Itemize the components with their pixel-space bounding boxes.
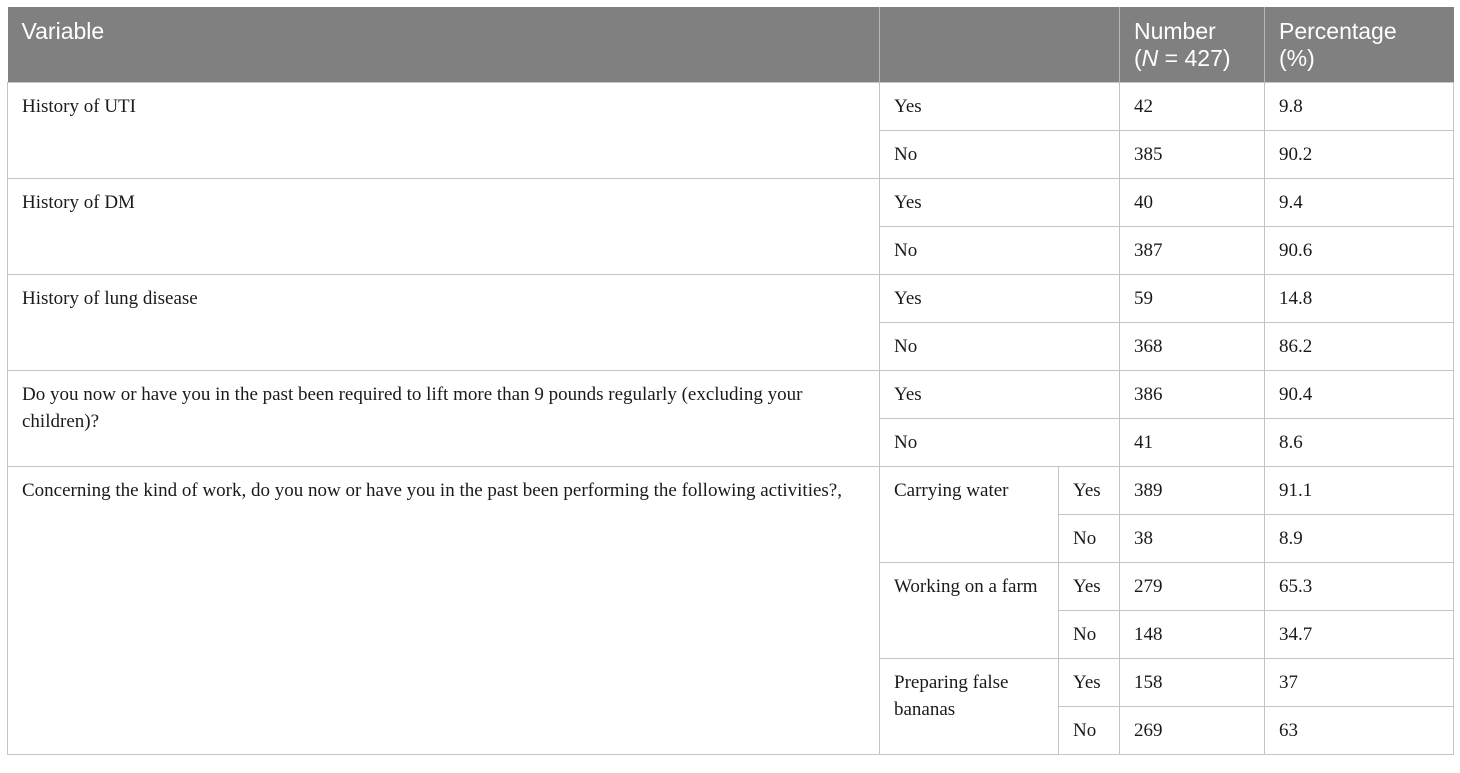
table-row: [8, 275, 1454, 323]
percentage-cell: 90.2: [1265, 131, 1454, 179]
category-cell: No: [880, 227, 1120, 275]
variable-label: Concerning the kind of work, do you now or have you in the past been performing the following activities?,: [8, 467, 880, 755]
activity-label: Preparing false bananas: [880, 659, 1059, 755]
header-number-label: Number: [1134, 18, 1216, 44]
category-cell: No: [880, 419, 1120, 467]
number-cell: 38: [1120, 515, 1265, 563]
percentage-cell: 9.8: [1265, 83, 1454, 131]
percentage-cell: 65.3: [1265, 563, 1454, 611]
number-cell: 158: [1120, 659, 1265, 707]
category-cell: No: [880, 323, 1120, 371]
category-cell: Yes: [880, 83, 1120, 131]
number-cell: 42: [1120, 83, 1265, 131]
percentage-cell: 63: [1265, 707, 1454, 755]
number-cell: 387: [1120, 227, 1265, 275]
number-cell: 389: [1120, 467, 1265, 515]
number-cell: 368: [1120, 323, 1265, 371]
table-row: [8, 83, 1454, 131]
variable-label: History of UTI: [8, 83, 880, 179]
variable-label: History of DM: [8, 179, 880, 275]
table-row: [8, 371, 1454, 419]
category-cell: No: [880, 131, 1120, 179]
number-cell: 148: [1120, 611, 1265, 659]
category-cell: Yes: [880, 275, 1120, 323]
percentage-cell: 9.4: [1265, 179, 1454, 227]
data-table: [7, 7, 1454, 755]
variable-label: Do you now or have you in the past been required to lift more than 9 pounds regularly (excluding your children)?: [8, 371, 880, 467]
header-percentage: Percentage (%): [1265, 7, 1454, 83]
percentage-cell: 90.6: [1265, 227, 1454, 275]
header-number: Number (N = 427): [1120, 7, 1265, 83]
category-cell: No: [1059, 515, 1120, 563]
percentage-cell: 37: [1265, 659, 1454, 707]
percentage-cell: 8.9: [1265, 515, 1454, 563]
percentage-cell: 86.2: [1265, 323, 1454, 371]
percentage-cell: 14.8: [1265, 275, 1454, 323]
percentage-cell: 90.4: [1265, 371, 1454, 419]
category-cell: Yes: [1059, 659, 1120, 707]
category-cell: Yes: [880, 371, 1120, 419]
percentage-cell: 8.6: [1265, 419, 1454, 467]
header-variable: Variable: [8, 7, 880, 83]
header-category: [880, 7, 1120, 83]
table-row: [8, 179, 1454, 227]
number-cell: 41: [1120, 419, 1265, 467]
category-cell: Yes: [1059, 467, 1120, 515]
activity-label: Working on a farm: [880, 563, 1059, 659]
table-row: [8, 467, 1454, 515]
header-number-n: N: [1141, 45, 1159, 71]
category-cell: Yes: [880, 179, 1120, 227]
category-cell: No: [1059, 707, 1120, 755]
number-cell: 385: [1120, 131, 1265, 179]
number-cell: 40: [1120, 179, 1265, 227]
category-cell: Yes: [1059, 563, 1120, 611]
number-cell: 279: [1120, 563, 1265, 611]
percentage-cell: 91.1: [1265, 467, 1454, 515]
category-cell: No: [1059, 611, 1120, 659]
header-row: [8, 7, 1454, 83]
variable-label: History of lung disease: [8, 275, 880, 371]
number-cell: 386: [1120, 371, 1265, 419]
activity-label: Carrying water: [880, 467, 1059, 563]
number-cell: 59: [1120, 275, 1265, 323]
number-cell: 269: [1120, 707, 1265, 755]
percentage-cell: 34.7: [1265, 611, 1454, 659]
